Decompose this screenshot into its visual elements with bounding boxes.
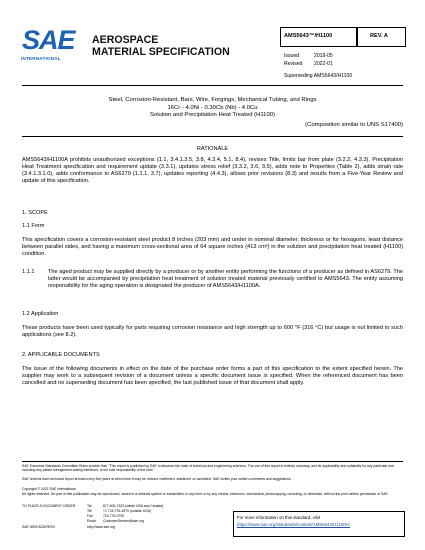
- rationale-heading: RATIONALE: [196, 146, 229, 152]
- tel2-label: Tel:: [87, 509, 93, 513]
- fax: 724-776-0790: [103, 514, 125, 518]
- section-1-1-1-number: 1.1.1: [22, 269, 35, 275]
- spec-title-line2: 16Cr - 4.0Ni - 0.30Cb (Nb) - 4.0Cu: [167, 104, 258, 111]
- web-address[interactable]: http://www.sae.org: [87, 525, 115, 529]
- email[interactable]: CustomerService@sae.org: [103, 519, 144, 523]
- web-label: SAE WEB ADDRESS:: [22, 525, 56, 529]
- revised-label: Revised: [284, 61, 303, 67]
- footer-paragraph-2: SAE reviews each technical report at least every five years at which time it may be revised, reaffirmed, stabilized, or cancelled. SAE invites your written comments and suggestions.: [22, 477, 292, 481]
- footer-paragraph-1: SAE Executive Standards Committee Rules provide that: "This report is published by SAE to advance the state of technical and engineering sciences. The use of this report is entirely voluntary, and its applicability and suitability for any particular use, including any patent infringement arising therefrom, is the sole responsibility of the user.": [22, 464, 395, 473]
- sae-logo: SAE: [22, 25, 75, 55]
- section-1-2-text: These products have been used typically for parts requiring corrosion resistance and high strength up to 600 °F (316 °C) but usage is not limited to such applications (see 8.2).: [22, 325, 403, 338]
- spec-title-line3: Solution and Precipitation Heat Treated (H1100): [150, 112, 275, 119]
- issued-date: 2019-05: [314, 53, 333, 59]
- revision: REV. A: [370, 33, 388, 39]
- rationale-text: AMS5643/H1100A prohibits unauthorized exceptions (1.1, 3.4.1.3.5, 3.8, 4.3.4, 5.1, 8.4), revises Title, limits bar from plate (3.2.2, 4.3.3), Precipitation Heat Treatment specification and requirement update (3.3.1), updates stress relief (3.3.2, 3.6, 3.5), adds note to Properties (Table 2), adds strain rate (3.4.1.3.1.0), adds conformance to AS6279 (1.1.1, 3.7), updates reporting (4.4.3), allows prior revisions (8.3) and results from a Five-Year Review and update of this specification.: [22, 157, 403, 184]
- tel-outside-usa: +1 724-776-4970 (outside USA): [103, 509, 151, 513]
- more-info-text: For more information on this standard, visit: [237, 515, 321, 520]
- sae-logo-tagline: INTERNATIONAL: [21, 56, 61, 61]
- section-1-heading: 1. SCOPE: [22, 210, 48, 216]
- doc-type-line1: AEROSPACE: [92, 34, 159, 46]
- spec-title-line1: Steel, Corrosion-Resistant, Bars, Wire, Forgings, Mechanical Tubing, and Rings: [108, 97, 317, 103]
- rule-bottom: [22, 136, 403, 137]
- doc-type-line2: MATERIAL SPECIFICATION: [92, 46, 230, 58]
- tel-label: Tel:: [87, 504, 93, 508]
- section-1-1-1-text: The aged product may be supplied directly by a producer or by another entity performing the functions of a producer as defined in AS6279. The latter would be accompanied by precipitation heat treatment of solution treated material previously certified to AMS5643. The entity assuming responsibility for the aging operation is designated the producer of AMS5643/H1100A.: [48, 269, 403, 289]
- standard-link[interactable]: https://www.sae.org/standards/content/AMS5643/H1100A/: [237, 522, 350, 527]
- section-1-1-heading: 1.1 Form: [22, 223, 45, 229]
- copyright: Copyright © 2022 SAE International: [22, 487, 76, 491]
- spec-title: [22, 97, 403, 120]
- section-2-heading: 2. APPLICABLE DOCUMENTS: [22, 352, 100, 358]
- spec-title-line4: (Composition similar to UNS S17400): [305, 121, 403, 128]
- email-label: Email:: [87, 519, 97, 523]
- revised-date: 2022-01: [314, 61, 333, 67]
- tel-inside-usa: 877-606-7323 (inside USA and Canada): [103, 504, 164, 508]
- footer-rule: [22, 461, 403, 462]
- spec-number: AMS5643™/H1100: [284, 33, 333, 39]
- fax-label: Fax:: [87, 514, 94, 518]
- issued-label: Issued: [284, 53, 300, 59]
- footer-paragraph-4: All rights reserved. No part of this publication may be reproduced, stored in a retrieval system or transmitted, in any form or by any means, electronic, mechanical, photocopying, recording, or otherwise, without the prior written permission of SAE.: [22, 492, 389, 496]
- section-1-2-heading: 1.2 Application: [22, 311, 59, 317]
- superseding: Superseding AMS5643/H1100: [284, 73, 353, 79]
- section-2-text: The issue of the following documents in effect on the date of the purchase order forms a part of this specification to the extent specified herein. The supplier may work to a subsequent revision of a document unless a specific document issue is specified. When the referenced document has been cancelled and no superseding document has been specified, the last published issue of that document shall apply.: [22, 366, 403, 386]
- section-1-1-text: This specification covers a corrosion-resistant steel product 8 inches (203 mm) and under in nominal diameter, thickness or for hexagons, least distance between parallel sides, and having a maximum cross-sectional area of 64 square inches (413 cm²) in the solution and precipitation heat treated (H1100) condition.: [22, 237, 403, 257]
- rule-top: [22, 85, 403, 86]
- order-label: TO PLACE A DOCUMENT ORDER:: [22, 504, 77, 508]
